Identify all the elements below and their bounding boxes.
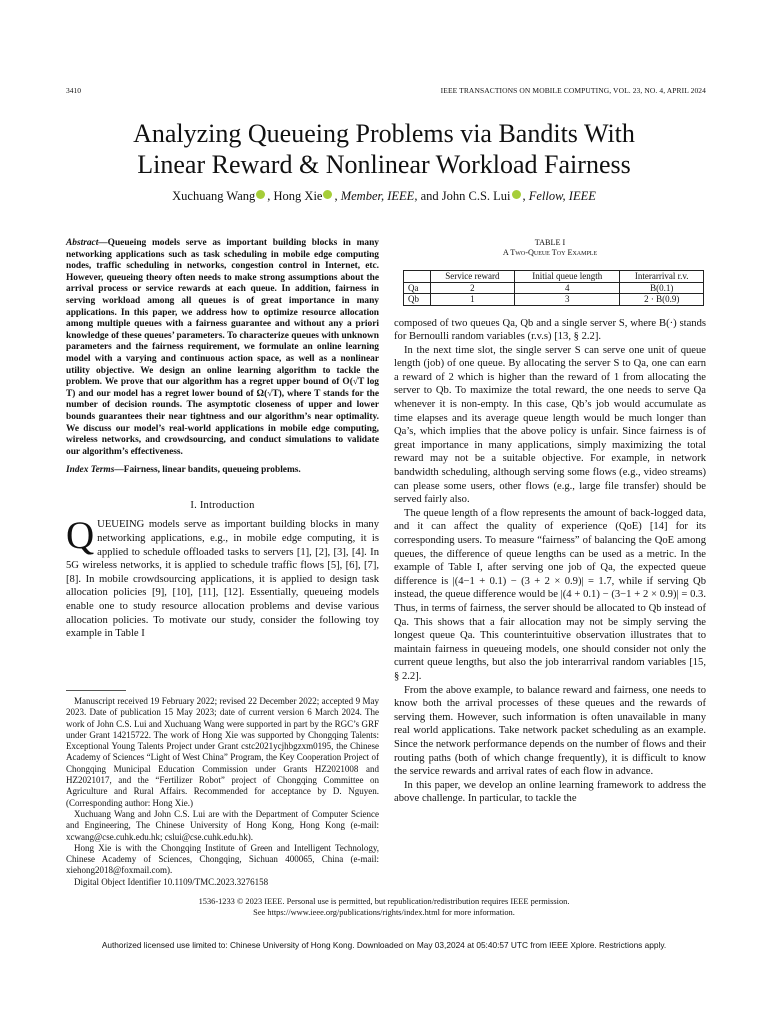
body-paragraph: The queue length of a flow represents the amount of back-logged data, and it can affect the quality of experience (QoE) [14] for its corresponding users. To measure “fairness” of balancing the QoE among queues, the difference of queue lengths can be used as a metric. In the example of Table I, after serving one job of Qa, the expected queue difference is |(4−1 + 0.1) − (3 + 2 × 0.9)| = 1.7, while if serving Qb instead, the queue difference would be |(4 + 0.1) − (3−1 + 2 × 0.9)| = 0.3. Thus, in terms of fairness, the server should be allocated to Qb instead of Qa. This shows that a fair allocation may not be simply serving the longest queue Qa. This counterintuitive observation illustrates that to maintain fairness in queueing models, one should consider not only the current queue lengths, but also the job interarrival random variables [15, § 2.2]. [394, 507, 706, 682]
table-cell: Qb [404, 294, 431, 306]
copyright-line-2: See https://www.ieee.org/publications/rights/index.html for more information. [253, 908, 515, 917]
author-3-role: Fellow, IEEE [528, 189, 596, 203]
table-cell: 2 [430, 282, 514, 294]
index-terms-label: Index Terms [66, 465, 115, 476]
author-1: Xuchuang Wang [172, 189, 256, 203]
footnote-rule [66, 690, 126, 691]
index-terms [66, 465, 379, 477]
table-caption: A Two-Queue Toy Example [502, 248, 598, 257]
footnote-affiliation-2: Hong Xie is with the Chongqing Institute of Green and Intelligent Technology, Chinese Academy of Sciences, Chongqing, Sichuan 400065, China (e-mail: xiehong2018@foxmail.com). [66, 842, 379, 876]
table-cell: 3 [515, 294, 620, 306]
footnote-doi: Digital Object Identifier 10.1109/TMC.2023.3276158 [74, 876, 269, 887]
index-terms-text: —Fairness, linear bandits, queueing problems. [114, 465, 301, 476]
table-row [404, 282, 704, 294]
paper-title [0, 118, 768, 180]
body-paragraph: In this paper, we develop an online learning framework to address the above challenge. In particular, to tackle the [394, 779, 706, 805]
body-paragraph: From the above example, to balance reward and fairness, one needs to know both the arrival processes of these queues and the rewards of serving them. However, such information is often unavailable in many real world applications. Take network packet scheduling as an example. Since the network performance depends on the number of flows and their routing paths (both of which change frequently), it is difficult to know the service rewards and arrival rates of each flow in advance. [394, 684, 706, 778]
table-header-cell: Initial queue length [515, 271, 620, 283]
author-list: Xuchuang Wang , Hong Xie , Member, IEEE, and John C.S. Lui , Fellow, IEEE [172, 189, 596, 203]
orcid-icon[interactable] [323, 190, 332, 199]
section-heading: I. Introduction [190, 499, 255, 511]
title-line-1: Analyzing Queueing Problems via Bandits With [133, 119, 635, 148]
author-2-role: Member, IEEE [340, 189, 415, 203]
drop-cap: Q [66, 514, 95, 558]
table-cell: 1 [430, 294, 514, 306]
footnote-affiliation-1: Xuchuang Wang and John C.S. Lui are with the Department of Computer Science and Engineering, The Chinese University of Hong Kong, Hong Kong (e-mail: xcwang@cse.cuhk.edu.hk; cslui@cse.cuhk.edu.hk). [66, 808, 379, 842]
table-row [404, 294, 704, 306]
body-paragraph: In the next time slot, the single server S can serve one unit of queue length (job) of one queue. By allocating the server S to Qa, one can earn a reward of 2 which is higher than the reward of 1 from allocating the server to Qb. To maximize the total reward, the one needs to serve Qa whenever it is non-empty. In this case, Qb’s job would accumulate as time elapses and its average queue length would be much longer than Qa’s, which implies that the above policy is unfair. Since fairness is of great importance in many applications, simply maximizing the total reward may not be a suitable objective. For example, in network bandwidth scheduling, although serving some flows (e.g., video streams) can please some users, other flows (e.g., large file transfer) should be served fairly also. [394, 344, 706, 506]
page-number: 3410 [66, 86, 81, 95]
journal-header: IEEE TRANSACTIONS ON MOBILE COMPUTING, VOL. 23, NO. 4, APRIL 2024 [440, 86, 706, 95]
right-column [394, 238, 706, 806]
copyright-notice [0, 896, 768, 918]
abstract-text: —Queueing models serve as important building blocks in many networking applications such as task scheduling in mobile edge computing nodes, traffic scheduling in networks, congestion control in Internet, etc. However, queueing theory often needs to make strong assumptions about the arrival process or service rewards at each queue. In addition, fairness in serving workload among all queues is of great importance in many applications. In this paper, we address how to optimize resource allocation among multiple queues with a fairness guarantee and without any a priori knowledge of these queues’ parameters. To characterize queues with unknown parameters and the fairness requirement, we formulate an online learning model with a varying and continuous action space, as well as a nonlinear utility objective. We design an online learning algorithm to tackle the problem. We prove that our algorithm has a regret upper bound of O(√T log T) and our model has a regret lower bound of Ω(√T), where T stands for the number of decision rounds. The asymptotic closeness of upper and lower bounds guarantees their near tightness and our algorithm’s near optimality. We discuss our model’s real-world applications in mobile edge computing, wireless networks, and crowdsourcing, and conduct simulations to validate our algorithm’s effectiveness. [66, 238, 379, 457]
table-cell: 2 · B(0.9) [620, 294, 704, 306]
table-header-cell: Service reward [430, 271, 514, 283]
footnote [66, 696, 379, 888]
abstract [66, 238, 379, 458]
author-3: , and John C.S. Lui [414, 189, 511, 203]
table-cell: B(0.1) [620, 282, 704, 294]
title-line-2: Linear Reward & Nonlinear Workload Fairness [137, 150, 631, 179]
footnote-manuscript: Manuscript received 19 February 2022; revised 22 December 2022; accepted 9 May 2023. Date of publication 15 May 2023; date of current version 6 March 2024. The work of John C.S. Lui and Xuchuang Wang were supported in part by the RGC’s GRF under Grant 14215722. The work of Hong Xie was supported by Chongqing Talents: Exceptional Young Talents Project under Grant cstc2021ycjhbgzxm0195, the Chinese Academy of Sciences “Light of West China” Program, the Key Cooperation Project of Chongqing Municipal Education Commission under Grants HZ2021008 and HZ2021017, and the “Fertilizer Robot” project of Chongqing Committee on Agriculture and Rural Affairs. Recommended for acceptance by D. Nguyen. (Corresponding author: Hong Xie.) [66, 696, 379, 808]
table-cell: 4 [515, 282, 620, 294]
table-cell: Qa [404, 282, 431, 294]
orcid-icon[interactable] [512, 190, 521, 199]
intro-text: UEUEING models serve as important building blocks in many networking applications, e.g., in mobile edge computing, it is applied to schedule offloaded tasks to servers [1], [2], [3], [4]. In 5G wireless networks, it is applied to schedule traffic flows [5], [6], [7], [8]. In mobile crowdsourcing applications, it is applied to design task allocation policies [9], [10], [11], [12]. Essentially, queueing models enable one to study resource allocation problems and devise various allocation policies. To motivate our study, consider the following toy example in Table I [66, 519, 379, 640]
abstract-label: Abstract [66, 238, 99, 248]
left-column [66, 238, 379, 641]
authorized-use-notice: Authorized licensed use limited to: Chinese University of Hong Kong. Downloaded on May 03,2024 at 05:40:57 UTC from IEEE Xplore. Restrictions apply. [101, 940, 667, 950]
table-label: TABLE I [534, 238, 566, 247]
body-paragraph: composed of two queues Qa, Qb and a single server S, where B(·) stands for Bernoulli random variables (r.v.s) [13, § 2.2]. [394, 317, 706, 343]
toy-example-table [403, 270, 704, 306]
intro-paragraph [66, 514, 379, 640]
author-2: Hong Xie [273, 189, 323, 203]
orcid-icon[interactable] [256, 190, 265, 199]
copyright-line-1: 1536-1233 © 2023 IEEE. Personal use is permitted, but republication/redistribution requires IEEE permission. [198, 897, 570, 906]
table-header-cell [404, 271, 431, 283]
table-header-row [404, 271, 704, 283]
table-header-cell: Interarrival r.v. [620, 271, 704, 283]
